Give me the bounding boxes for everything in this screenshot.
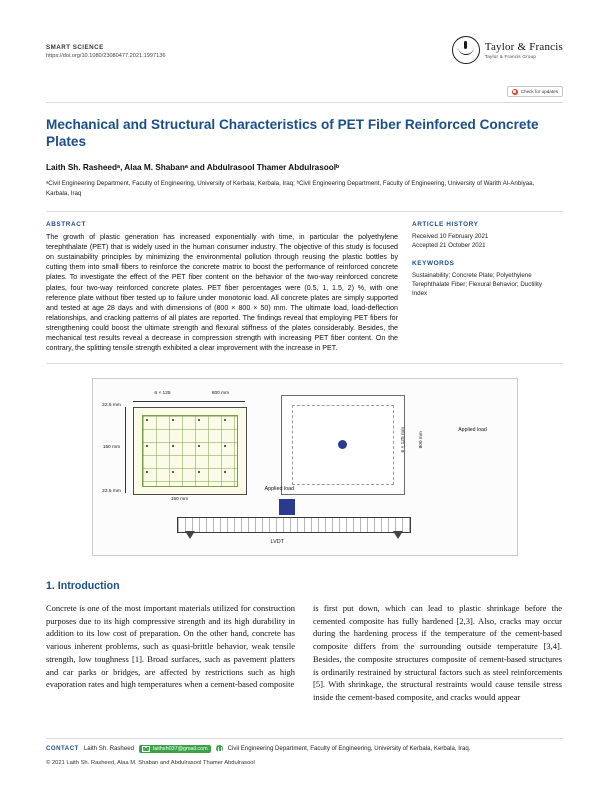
figure-specimen-setup (92, 378, 518, 556)
abstract-text: The growth of plastic generation has increased exponentially with time, in particular the polyethylene terephthalate (PET) that is widely used in the human consumer industry. The objective of this study is focused on sustainability principles by minimizing the environmental pollution through reusing the plastic bottles by cutting them into small fibers to reinforce the concrete matrix to boost the performance of reinforced concrete plates. To investigate the effect of the PET fiber content on the behavior of the two-way reinforced concrete plates, four two-way reinforced concrete plates. PET fiber percentages were (0.5, 1, 1.5, 2) %, with one reference plate without fiber tested up to failure under monotonic load. All concrete plates are simply supported and tested at age 28 days and with dimensions of (800 × 800 × 50) mm. The ultimate load, load-deflection relationships, and cracking patterns of all plates are reported. The findings reveal that employing PET fibers for strengthening could boost the ultimate strength and flexural stiffness of the plates considerably. Besides, the mechanical test results reveal a decrease in compression strength with increasing PET fiber content. On the contrary, the splitting tensile strength exhibited a clear improvement with the increase in PET. (46, 233, 398, 352)
support-right-icon (393, 531, 403, 539)
masthead (46, 36, 563, 80)
journal-info (46, 36, 165, 59)
plate-plan (133, 407, 247, 495)
author-list: Laith Sh. Rasheedᵃ, Alaa M. Shabanᵃ and Abdulrasool Thamer Abdulrasoolᵇ (46, 162, 340, 172)
abstract-heading: ABSTRACT (46, 221, 86, 229)
keywords-heading: KEYWORDS (412, 259, 455, 267)
affiliations: ᵃCivil Engineering Department, Faculty of Engineering, University of Kerbala, Kerbala, Iraq; ᵇCivil Engineering Department, Faculty of Engineering, University of Warith Al-Anbiyaa, Karbala, Iraq (46, 179, 535, 197)
section-heading-introduction: 1. Introduction (46, 579, 120, 592)
crossmark-icon (512, 89, 518, 95)
page-content (46, 36, 563, 704)
lvdt-label: LVDT (270, 538, 284, 545)
figure-plan-view (102, 390, 265, 505)
publisher-text (485, 41, 563, 59)
crossmark-label: Check for updates (520, 89, 558, 94)
publisher-logo (452, 36, 563, 64)
publisher-title: Taylor & Francis (484, 41, 563, 53)
grid-nodes (142, 415, 238, 487)
applied-load-label-right: Applied load (458, 426, 487, 433)
publisher-subtitle: Taylor & Francis Group (484, 54, 537, 59)
beam-specimen (177, 517, 411, 533)
taylor-francis-mark-icon (452, 36, 480, 64)
email-address: laithsh037@gmail.com (152, 745, 208, 752)
journal-name: SMART SCIENCE (46, 44, 104, 51)
abstract-section (46, 211, 563, 364)
page-title: Mechanical and Structural Characteristics of PET Fiber Reinforced Concrete Plates (46, 117, 539, 149)
location-pin-icon (216, 745, 223, 752)
article-history-heading: ARTICLE HISTORY (412, 221, 479, 229)
page-footer (46, 738, 563, 766)
copyright-text: © 2021 Laith Sh. Rasheed, Alaa M. Shaban and Abdulrasool Thamer Abdulrasool (46, 760, 255, 766)
contact-address: Civil Engineering Department, Faculty of Engineering, University of Kerbala, Kerbala, Iraq. (227, 745, 471, 753)
figure-right-inner-dim: 6 × 125 mm (400, 426, 406, 453)
figure-bottom-dim: 150 mm (170, 496, 189, 502)
load-block (279, 499, 295, 515)
body-columns (46, 602, 563, 704)
body-column-right (313, 602, 562, 704)
envelope-icon (142, 746, 150, 752)
accepted-date: Accepted 21 October 2021 (412, 242, 486, 250)
figure-left-top-dim: 22.5 mm (102, 402, 121, 408)
figure-right-outer-dim: 800 mm (418, 431, 424, 449)
crossmark-row (46, 86, 563, 97)
figure-top-dim-b: 800 mm (211, 390, 230, 396)
footer-divider (46, 738, 563, 739)
body-paragraph-right: is first put down, which can lead to plastic shrinkage before the cemented composite has fully hardened [2,3]. Also, cracks may occur during the hardening process if the temperature of the cement-based composite differs from the surrounding outside temperature [3,4]. Besides, the composite structures composite of cement-based structures is ordinarily restrained by structural factors such as steel reinforcements [5]. With shrinkage, the structural restraints would cause tensile stress inside the cement-based composite, and cracks would appear (313, 602, 562, 703)
abstract-column (46, 221, 398, 353)
body-paragraph-left: Concrete is one of the most important materials utilized for construction purposes due to its high compressive strength and its high durability in addition to its low cost of preparation. On the other hand, concrete has various inherent problems, such as quasi-brittle behavior, weak tensile strength, low toughness [1]. Broad surfaces, such as pavement platters and car parks or bridges, are affected by restrictions such as high evaporation rates and high temperatures when a cement-based composite (46, 602, 295, 690)
contact-row (46, 745, 563, 753)
metadata-column (412, 221, 552, 353)
figure-top-dim-a: 6 × 125 (154, 390, 171, 396)
doi-link[interactable]: https://doi.org/10.1080/23080477.2021.1997136 (46, 53, 166, 59)
support-left-icon (185, 531, 195, 539)
figure-left-mid-dim: 150 mm (102, 444, 121, 450)
header-divider (46, 102, 563, 103)
contact-name: Laith Sh. Rasheed (83, 745, 134, 753)
email-link[interactable] (139, 745, 211, 753)
figure-load-view (281, 395, 405, 495)
received-date: Received 10 February 2021 (412, 233, 489, 241)
top-dimension-line (133, 401, 245, 402)
keywords-text: Sustainability; Concrete Plate; Polyethylene Terephthalate Fiber; Flexural Behavior; Ductility Index (412, 271, 542, 298)
left-dimension-line (125, 407, 126, 493)
body-column-left (46, 602, 295, 704)
applied-load-label-bottom: Applied load (264, 485, 295, 492)
figure-left-bottom-dim: 22.5 mm (102, 488, 121, 494)
contact-label: CONTACT (46, 745, 79, 753)
check-for-updates-button[interactable] (507, 86, 563, 97)
